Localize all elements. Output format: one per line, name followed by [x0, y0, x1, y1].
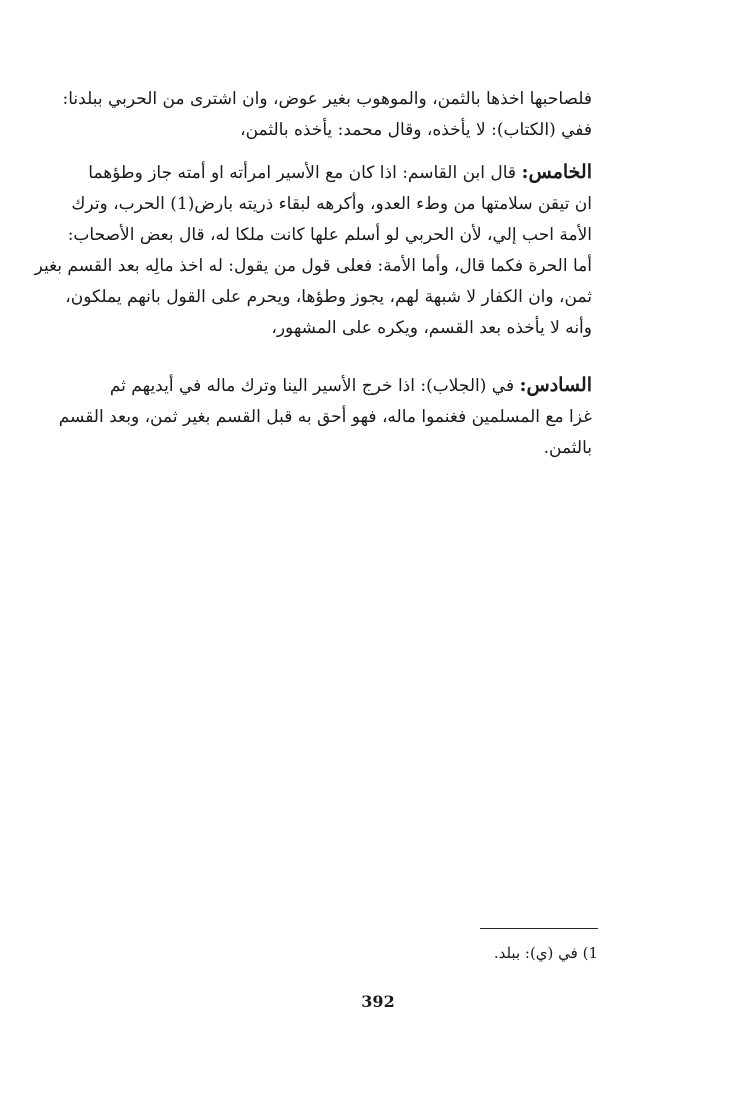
- paragraph-2: [34, 157, 592, 344]
- paragraph-3: [52, 370, 592, 464]
- text-line: أما الحرة فكما قال، وأما الأمة: فعلى قول من يقول: له اخذ مالِه بعد القسم بغير: [34, 256, 592, 276]
- paragraph-1: [52, 84, 592, 146]
- section-heading-fifth: الخامس:: [521, 161, 592, 183]
- text-line: ففي (الكتاب): لا يأخذه، وقال محمد: يأخذه بالثمن،: [240, 120, 592, 140]
- text-line: الأمة احب إلي، لأن الحربي لو أسلم علها كانت ملكا له، قال بعض الأصحاب:: [67, 225, 592, 245]
- text-line-rest: قال ابن القاسم: اذا كان مع الأسير امرأته او أمته جاز وطؤهما: [88, 163, 517, 183]
- footnote-divider: [480, 928, 598, 929]
- text-line: [52, 157, 592, 189]
- footnote: 1) في (ي): ببلد.: [493, 944, 598, 962]
- text-line: غزا مع المسلمين فغنموا ماله، فهو أحق به قبل القسم بغير ثمن، وبعد القسم: [58, 407, 592, 427]
- text-line: وأنه لا يأخذه بعد القسم، ويكره على المشهور،: [271, 318, 592, 338]
- text-line: ان تيقن سلامتها من وطء العدو، وأكرهه لبقاء ذريته بارض(1) الحرب، وترك: [71, 194, 592, 214]
- text-line: بالثمن.: [543, 438, 592, 458]
- text-line: ثمن، وان الكفار لا شبهة لهم، يجوز وطؤها، ويحرم على القول بانهم يملكون،: [65, 287, 592, 307]
- page-number: 392: [361, 992, 395, 1011]
- section-heading-sixth: السادس:: [519, 374, 592, 396]
- text-line-rest: في (الجلاب): اذا خرج الأسير الينا وترك ماله في أيديهم ثم: [109, 376, 515, 396]
- text-line: فلصاحبها اخذها بالثمن، والموهوب بغير عوض، وان اشترى من الحربي ببلدنا:: [62, 89, 592, 109]
- text-line: [52, 370, 592, 402]
